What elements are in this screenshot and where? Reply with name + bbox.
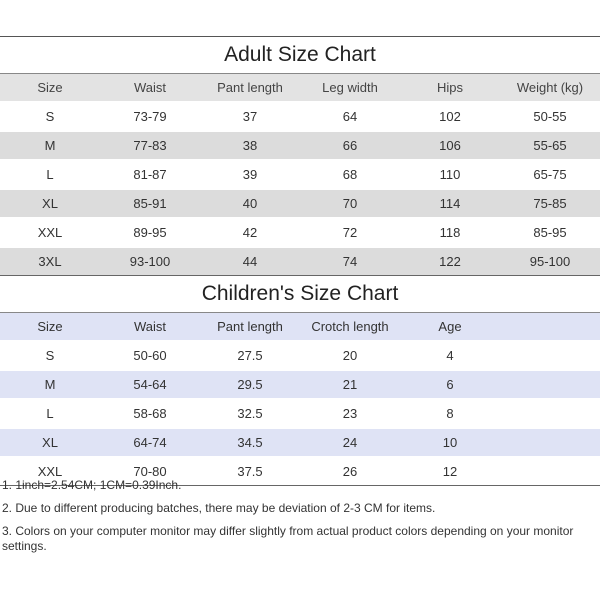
table-cell: 102: [400, 102, 500, 131]
column-header: Age: [400, 313, 500, 342]
table-cell: 21: [300, 370, 400, 399]
table-cell: 3XL: [0, 247, 100, 276]
column-header: [500, 313, 600, 342]
table-cell: 58-68: [100, 399, 200, 428]
table-cell: 122: [400, 247, 500, 276]
table-cell: [500, 399, 600, 428]
table-cell: 50-60: [100, 341, 200, 370]
table-cell: 68: [300, 160, 400, 189]
table-cell: M: [0, 131, 100, 160]
table-row: [0, 370, 600, 399]
table-cell: 8: [400, 399, 500, 428]
column-header: Leg width: [300, 74, 400, 103]
column-header: Weight (kg): [500, 74, 600, 103]
table-cell: 37.5: [200, 457, 300, 486]
table-cell: XXL: [0, 457, 100, 486]
size-notes: [2, 478, 598, 562]
note-item: 1. 1inch=2.54CM; 1CM=0.39Inch.: [2, 478, 182, 492]
table-cell: 24: [300, 428, 400, 457]
size-chart: [0, 36, 600, 486]
table-cell: S: [0, 102, 100, 131]
table-cell: 64: [300, 102, 400, 131]
adult-size-table: [0, 73, 600, 276]
table-cell: 39: [200, 160, 300, 189]
table-row: [0, 399, 600, 428]
table-cell: XL: [0, 189, 100, 218]
table-cell: 10: [400, 428, 500, 457]
table-cell: 110: [400, 160, 500, 189]
table-cell: 40: [200, 189, 300, 218]
table-cell: 118: [400, 218, 500, 247]
table-cell: 64-74: [100, 428, 200, 457]
column-header: Hips: [400, 74, 500, 103]
table-cell: [500, 370, 600, 399]
column-header: Waist: [100, 313, 200, 342]
table-cell: 12: [400, 457, 500, 486]
table-cell: 26: [300, 457, 400, 486]
table-cell: 85-91: [100, 189, 200, 218]
table-cell: 4: [400, 341, 500, 370]
table-cell: 65-75: [500, 160, 600, 189]
table-row: [0, 341, 600, 370]
children-size-table: [0, 312, 600, 486]
table-cell: [500, 428, 600, 457]
table-cell: 89-95: [100, 218, 200, 247]
table-cell: 54-64: [100, 370, 200, 399]
table-cell: 6: [400, 370, 500, 399]
table-cell: 42: [200, 218, 300, 247]
adult-chart-title: Adult Size Chart: [0, 36, 600, 73]
table-row: [0, 160, 600, 189]
table-row: [0, 428, 600, 457]
column-header: Crotch length: [300, 313, 400, 342]
children-chart-title: Children's Size Chart: [201, 282, 399, 305]
column-header: Waist: [100, 74, 200, 103]
table-cell: 70: [300, 189, 400, 218]
column-header: Pant length: [200, 313, 300, 342]
table-cell: 106: [400, 131, 500, 160]
table-cell: 20: [300, 341, 400, 370]
table-cell: [500, 341, 600, 370]
table-header-row: [0, 74, 600, 103]
note-item: 3. Colors on your computer monitor may differ slightly from actual product colors depending on your monitor settings.: [2, 524, 574, 553]
table-cell: 27.5: [200, 341, 300, 370]
table-cell: 38: [200, 131, 300, 160]
table-cell: 23: [300, 399, 400, 428]
table-cell: 95-100: [500, 247, 600, 276]
table-cell: 34.5: [200, 428, 300, 457]
table-row: [0, 189, 600, 218]
table-cell: 55-65: [500, 131, 600, 160]
table-cell: L: [0, 399, 100, 428]
table-cell: 32.5: [200, 399, 300, 428]
table-cell: 73-79: [100, 102, 200, 131]
table-cell: 29.5: [200, 370, 300, 399]
table-cell: L: [0, 160, 100, 189]
table-cell: S: [0, 341, 100, 370]
table-cell: M: [0, 370, 100, 399]
table-cell: 66: [300, 131, 400, 160]
table-cell: 75-85: [500, 189, 600, 218]
table-cell: 50-55: [500, 102, 600, 131]
table-cell: XXL: [0, 218, 100, 247]
table-row: [0, 247, 600, 276]
table-cell: 72: [300, 218, 400, 247]
table-row: [0, 131, 600, 160]
table-header-row: [0, 313, 600, 342]
note-item: 2. Due to different producing batches, there may be deviation of 2-3 CM for items.: [2, 501, 436, 515]
column-header: Pant length: [200, 74, 300, 103]
table-row: [0, 218, 600, 247]
table-cell: 81-87: [100, 160, 200, 189]
table-cell: 70-80: [100, 457, 200, 486]
column-header: Size: [0, 74, 100, 103]
column-header: Size: [0, 313, 100, 342]
table-cell: XL: [0, 428, 100, 457]
table-cell: 93-100: [100, 247, 200, 276]
table-row: [0, 102, 600, 131]
table-cell: 77-83: [100, 131, 200, 160]
table-cell: 74: [300, 247, 400, 276]
table-cell: 85-95: [500, 218, 600, 247]
table-cell: 37: [200, 102, 300, 131]
table-cell: 114: [400, 189, 500, 218]
table-cell: 44: [200, 247, 300, 276]
